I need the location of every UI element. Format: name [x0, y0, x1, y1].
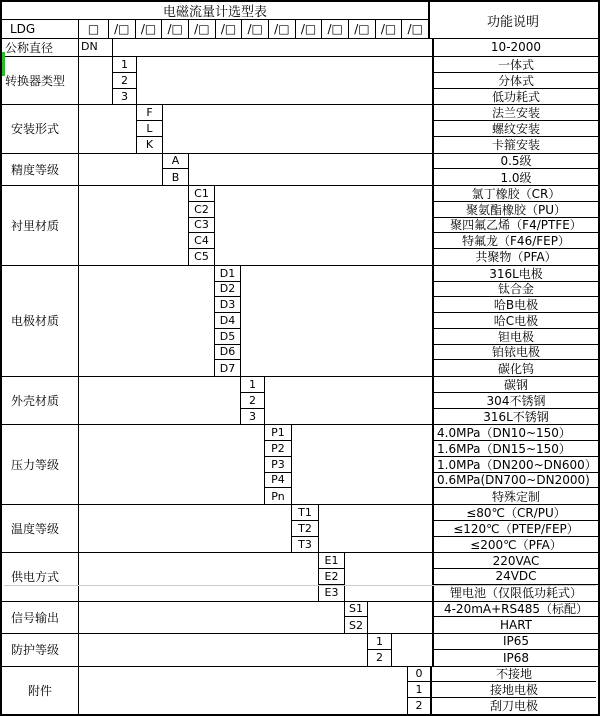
code-cell: D2 [215, 282, 240, 298]
spacer [79, 186, 189, 265]
table-header [2, 2, 598, 39]
group-converter-type [2, 57, 598, 105]
code-cell: C5 [194, 250, 209, 264]
desc-cell: 法兰安装 [434, 105, 598, 121]
group-nominal-diameter [2, 39, 598, 57]
spacer [345, 553, 432, 600]
desc-cell: 0.5级 [434, 154, 598, 170]
group-accuracy-class [2, 154, 598, 187]
desc-cell: ≤200℃（PFA） [470, 537, 562, 552]
spacer [392, 634, 432, 666]
desc-cell: 一体式 [434, 57, 598, 73]
desc-cell: 220VAC [434, 553, 598, 569]
model-slot-cell: □ [79, 20, 109, 38]
code-cell: C3 [189, 218, 214, 234]
desc-cell: 钽电极 [434, 329, 598, 345]
spacer [292, 425, 432, 504]
page-title: 电磁流量计选型表 [2, 2, 428, 20]
code-cell: S1 [345, 602, 367, 618]
desc-cell: 氯丁橡胶（CR） [434, 186, 598, 202]
desc-cell: 1.0级 [500, 170, 532, 185]
model-slot-cell: /□ [136, 20, 163, 38]
code-cell: 2 [376, 651, 383, 665]
desc-cell: ≤80℃（CR/PU） [434, 505, 598, 521]
code-cell: 2 [113, 73, 136, 89]
category-label: 供电方式 [2, 553, 79, 600]
spacer [79, 57, 113, 104]
spacer [163, 105, 432, 152]
code-cell: L [137, 121, 162, 137]
desc-cell: 不接地 [432, 667, 596, 683]
code-cell: B [171, 170, 180, 184]
model-code-row [2, 20, 428, 38]
desc-cell: 316L电极 [434, 266, 598, 282]
code-cell: P1 [265, 425, 291, 441]
function-description-header: 功能说明 [428, 2, 596, 38]
category-label: 信号输出 [2, 602, 79, 634]
group-liner-material [2, 186, 598, 266]
group-installation-type [2, 105, 598, 153]
category-label: 电极材质 [2, 266, 79, 376]
page-break-line [4, 585, 596, 586]
spacer [137, 57, 432, 104]
desc-cell: 0.6MPa(DN700~DN2000) [434, 473, 598, 489]
group-protection-rating [2, 634, 598, 667]
category-label: 精度等级 [2, 154, 79, 186]
code-cell: D5 [215, 329, 240, 345]
category-label: 衬里材质 [2, 186, 79, 265]
group-electrode-material [2, 266, 598, 377]
desc-cell: 铂铱电极 [434, 345, 598, 361]
code-cell: 1 [368, 634, 391, 650]
spacer [79, 505, 292, 552]
spacer [113, 39, 432, 56]
code-cell: E1 [319, 553, 344, 569]
code-cell: 2 [241, 393, 264, 409]
spacer [79, 154, 163, 186]
code-cell: D4 [215, 313, 240, 329]
desc-cell: 分体式 [434, 73, 598, 89]
code-cell: 1 [241, 377, 264, 393]
category-label: 安装形式 [2, 105, 79, 152]
code-cell: T3 [298, 537, 312, 551]
code-cell: T2 [292, 521, 318, 537]
desc-cell: 钛合金 [434, 282, 598, 298]
group-signal-output [2, 602, 598, 635]
model-slot-cell: /□ [296, 20, 323, 38]
desc-cell: 聚四氟乙烯（F4/PTFE） [434, 218, 598, 234]
spacer [319, 505, 432, 552]
code-cell: C2 [189, 202, 214, 218]
group-pressure-rating [2, 425, 598, 505]
desc-cell: 接地电极 [432, 682, 596, 698]
group-temperature-rating [2, 505, 598, 553]
code-cell: D6 [215, 345, 240, 361]
code-cell: D1 [215, 266, 240, 282]
category-label: 温度等级 [2, 505, 79, 552]
group-power-supply [2, 553, 598, 601]
desc-cell: IP65 [434, 634, 598, 650]
code-cell: A [163, 154, 188, 170]
code-cell: C4 [189, 233, 214, 249]
desc-cell: 哈B电极 [434, 297, 598, 313]
code-cell: S2 [349, 618, 363, 632]
model-slot-cell: /□ [407, 22, 423, 36]
code-cell: 3 [121, 89, 128, 103]
model-slot-cell: /□ [349, 20, 376, 38]
desc-cell: 1.6MPa（DN15~150） [434, 441, 598, 457]
model-slot-cell: /□ [322, 20, 349, 38]
code-cell: T1 [292, 505, 318, 521]
code-cell: E3 [324, 586, 339, 600]
desc-cell: 304不锈钢 [434, 393, 598, 409]
desc-cell: 特殊定制 [491, 489, 540, 504]
category-label: 压力等级 [2, 425, 79, 504]
desc-cell: 卡箍安装 [491, 138, 540, 153]
desc-cell: 锂电池（仅限低功耗式） [449, 586, 582, 601]
code-cell: P2 [265, 441, 291, 457]
spacer [79, 266, 215, 376]
model-slot-cell: /□ [269, 20, 296, 38]
spacer [79, 105, 137, 152]
desc-cell: HART [499, 618, 533, 633]
desc-cell: 4-20mA+RS485（标配） [434, 602, 598, 618]
desc-cell: 螺纹安装 [434, 121, 598, 137]
spacer [265, 377, 432, 424]
desc-cell: 1.0MPa（DN200~DN600） [434, 457, 598, 473]
category-label: 防护等级 [2, 634, 79, 666]
desc-cell: IP68 [502, 650, 530, 665]
model-slot-cell: /□ [189, 20, 216, 38]
desc-cell: 哈C电极 [434, 313, 598, 329]
code-cell: 1 [408, 682, 430, 698]
code-cell: C1 [189, 186, 214, 202]
model-slot-cell: /□ [242, 20, 269, 38]
code-cell: F [137, 105, 162, 121]
desc-cell: 聚氨酯橡胶（PU） [434, 202, 598, 218]
spacer [241, 266, 432, 376]
model-slot-cell: /□ [216, 20, 243, 38]
desc-cell: 特氟龙（F46/FEP） [434, 233, 598, 249]
code-cell: Pn [271, 489, 285, 503]
code-cell: D7 [219, 361, 236, 375]
desc-cell: 碳化钨 [497, 361, 534, 376]
desc-cell: 低功耗式 [491, 89, 540, 104]
spacer [79, 425, 265, 504]
code-cell: P4 [265, 473, 291, 489]
desc-cell: 10-2000 [490, 39, 542, 54]
desc-cell: ≤120℃（PTEP/FEP） [434, 521, 598, 537]
spacer [79, 634, 368, 666]
code-cell: 1 [113, 57, 136, 73]
category-label: 附件 [2, 667, 79, 714]
desc-cell: 24VDC [434, 569, 598, 585]
spacer [368, 602, 432, 634]
desc-cell: 4.0MPa（DN10~150） [434, 425, 598, 441]
category-label: 转换器类型 [2, 57, 79, 104]
model-slot-cell: /□ [109, 20, 136, 38]
category-label: 公称直径 [2, 39, 79, 56]
code-cell: 3 [249, 409, 256, 423]
spacer [215, 186, 432, 265]
model-slot-cell: /□ [162, 20, 189, 38]
group-accessories [2, 667, 598, 715]
code-cell: 0 [408, 667, 430, 683]
category-label: 外壳材质 [2, 377, 79, 424]
desc-cell: 共聚物（PFA） [475, 250, 557, 265]
model-slot-cell: /□ [376, 20, 403, 38]
code-cell: E2 [319, 569, 344, 585]
header-left [2, 2, 430, 38]
code-cell: D3 [215, 297, 240, 313]
selection-artifact [2, 52, 5, 76]
spacer [79, 667, 408, 714]
code-cell: 2 [415, 699, 423, 713]
spacer [79, 553, 319, 600]
spacer [79, 602, 345, 634]
desc-cell: 刮刀电极 [489, 699, 538, 714]
group-housing-material [2, 377, 598, 425]
spacer [189, 154, 432, 186]
desc-cell: 碳钢 [434, 377, 598, 393]
code-cell: DN [81, 40, 98, 54]
spacer [79, 377, 241, 424]
code-cell: P3 [265, 457, 291, 473]
code-cell: K [145, 138, 154, 152]
model-prefix: LDG [2, 20, 79, 38]
desc-cell: 316L不锈钢 [483, 409, 549, 424]
